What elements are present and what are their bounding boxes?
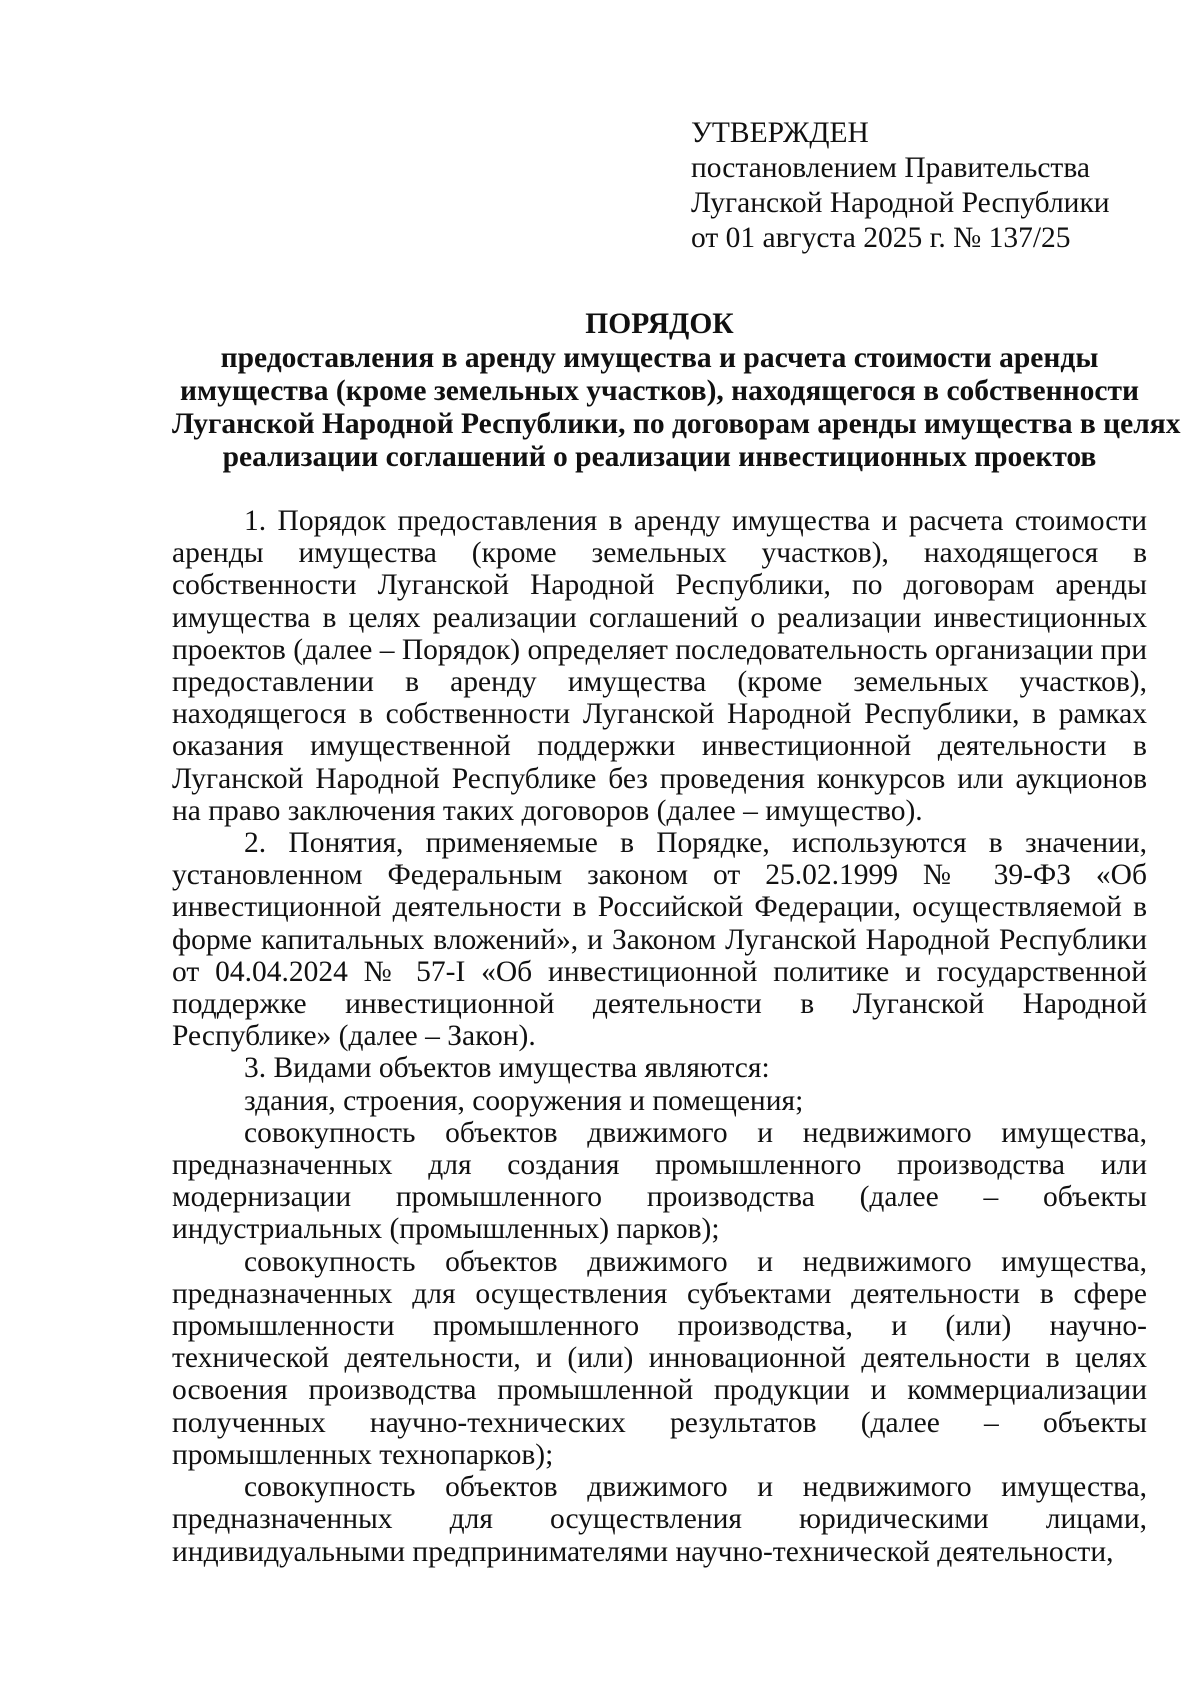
- document-title: [172, 308, 1181, 474]
- list-item-scientific: совокупность объектов движимого и недвижимого имущества, предназначенных для осуществления юридическими лицами, индивидуальными предпринимателями научно-технической деятельности,: [172, 1471, 1147, 1568]
- title-line: реализации соглашений о реализации инвестиционных проектов: [222, 441, 1097, 473]
- approval-date-line: от 01 августа 2025 г. № 137/25: [691, 222, 1071, 254]
- list-item-industrial-parks: совокупность объектов движимого и недвижимого имущества, предназначенных для создания промышленного производства или модернизации промышленного производства (далее – объекты индустриальных (промышленных) парков);: [172, 1116, 1147, 1246]
- approval-decree-line: постановлением Правительства: [691, 152, 1090, 184]
- approval-government-line: Луганской Народной Республики: [691, 187, 1110, 219]
- list-item-technoparks: совокупность объектов движимого и недвижимого имущества, предназначенных для осуществления субъектами деятельности в сфере промышленности промышленного производства, и (или) научно-технической деятельности, и (или) инновационной деятельности в целях освоения производства промышленной продукции и коммерциализации полученных научно-технических результатов (далее – объекты промышленных технопарков);: [172, 1245, 1147, 1471]
- paragraph-1: 1. Порядок предоставления в аренду имущества и расчета стоимости аренды имущества (кроме земельных участков), находящегося в собственности Луганской Народной Республики, по договорам аренды имущества в целях реализации соглашений о реализации инвестиционных проектов (далее – Порядок) определяет последовательность организации при предоставлении в аренду имущества (кроме земельных участков), находящегося в собственности Луганской Народной Республики, в рамках оказания имущественной поддержки инвестиционной деятельности в Луганской Народной Республике без проведения конкурсов или аукционов на право заключения таких договоров (далее – имущество).: [172, 505, 1147, 827]
- paragraph-3: 3. Видами объектов имущества являются:: [244, 1052, 770, 1085]
- approval-block: [691, 116, 1110, 256]
- list-item-buildings: здания, строения, сооружения и помещения;: [244, 1084, 804, 1117]
- title-line: предоставления в аренду имущества и расчета стоимости аренды: [220, 342, 1099, 374]
- title-line: Луганской Народной Республики, по договорам аренды имущества в целях: [172, 408, 1181, 440]
- paragraph-2: 2. Понятия, применяемые в Порядке, используются в значении, установленном Федеральным законом от 25.02.1999 № 39-ФЗ «Об инвестиционной деятельности в Российской Федерации, осуществляемой в форме капитальных вложений», и Законом Луганской Народной Республики от 04.04.2024 № 57-I «Об инвестиционной политике и государственной поддержке инвестиционной деятельности в Луганской Народной Республике» (далее – Закон).: [172, 827, 1147, 1053]
- document-body: [172, 505, 1147, 1568]
- title-main: ПОРЯДОК: [585, 308, 734, 340]
- title-line: имущества (кроме земельных участков), находящегося в собственности: [180, 375, 1139, 407]
- approval-heading: УТВЕРЖДЕН: [691, 117, 869, 149]
